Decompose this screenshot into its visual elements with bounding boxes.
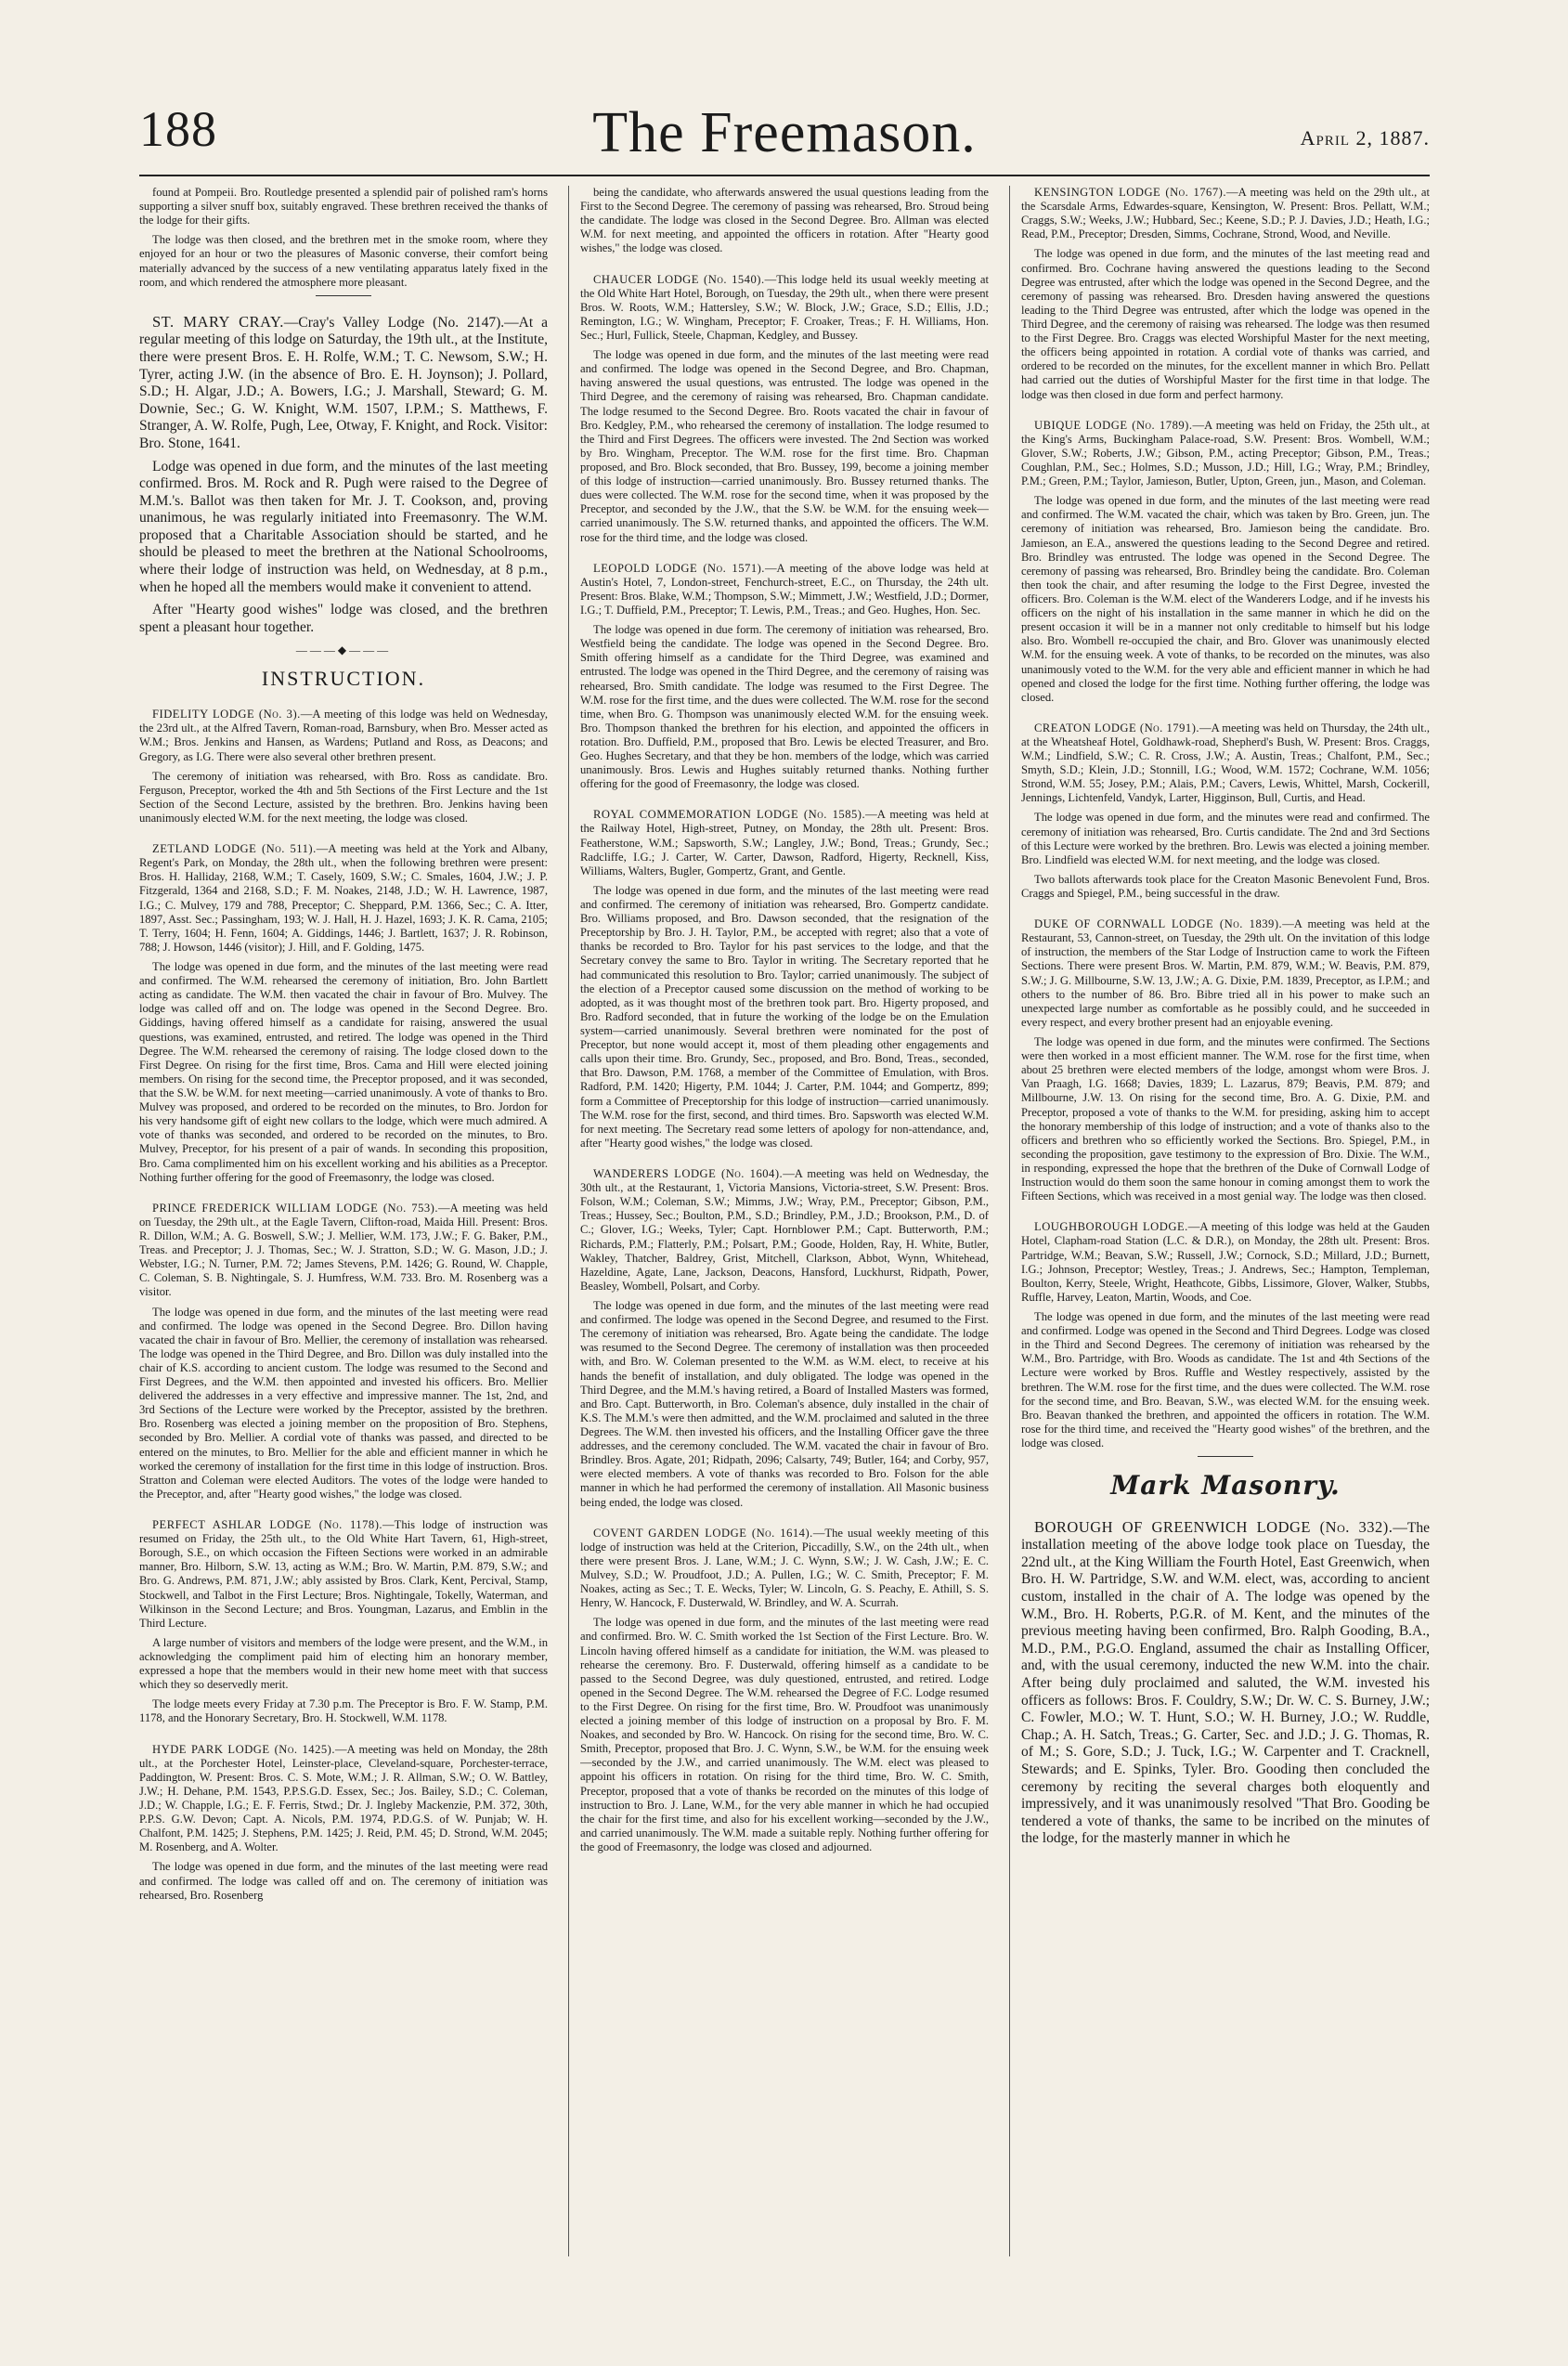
paragraph: The lodge was then closed, and the brethren met in the smoke room, where they enjoyed for an hour or two the pleasures of Masonic converse, their comfort being materially advanced by the success of a new ventilating apparatus lately fixed in the room, and which rendered the atmosphere more pleasant.	[139, 233, 548, 289]
issue-date: April 2, 1887.	[1300, 126, 1430, 150]
article-heading: HYDE PARK LODGE (No. 1425).	[152, 1742, 336, 1756]
article-heading: LEOPOLD LODGE (No. 1571).	[593, 561, 765, 575]
paragraph: The lodge was opened in due form, and the minutes of the last meeting were read and confirmed. Lodge was opened in the Second and Third Degrees. Lodge was closed in the Third and Second Degrees. The ceremony of initiation was rehearsed by the W.M., Bro. Partridge, with Bro. Woods as candidate. The 1st and 4th Sections of the Lecture were worked by Bros. Ruffle and Westley respectively, assisted by the brethren. The W.M. rose for the first time, and the dues were collected. The W.M. rose for the second time, and Bro. Beavan, S.W., was elected W.M. for the ensuing week. Bro. Beavan thanked the brethren, and appointed the officers in rotation. The W.M. rose for the third time, and received the "Hearty good wishes" of the brethren, and the lodge was closed.	[1021, 1309, 1430, 1450]
ornament-divider: ———◆———	[295, 644, 392, 657]
masthead	[139, 100, 1430, 165]
paragraph: A large number of visitors and members of the lodge were present, and the W.M., in acknowledging the compliment paid him of electing him an honorary member, expressed a hope that the members would in their new home meet with that success which they so deservedly merit.	[139, 1635, 548, 1692]
paragraph: The lodge was opened in due form, and the minutes were read and confirmed. The ceremony of initiation was rehearsed, Bro. Curtis candidate. The 2nd and 3rd Sections of this Lecture were worked by the brethren. Bro. Lewis was elected a joining member. Bro. Lindfield was elected W.M. for next meeting, and the lodge was closed.	[1021, 811, 1430, 866]
paragraph: The lodge was opened in due form, and the minutes of the last meeting were read and confirmed. The ceremony of initiation was rehearsed, Bro. Gompertz candidate. Bro. Williams proposed, and Bro. Dawson seconded, that the resignation of the Preceptorship by Bro. J. H. Taylor, P.M., be accepted with regret; also that a vote of thanks be recorded to Bro. Taylor for his past services to the lodge, and that the Secretary convey the same to Bro. Taylor in writing. The Secretary reported that he had communicated this resolution to Bro. Taylor; carried unanimously. The subject of the election of a Preceptor caused some discussion on the method of working to be adopted, as it was thought most of the brethren took part. Bro. Higerty proposed, and Bro. Radford seconded, that in future the working of the lodge be on the Emulation system—carried unanimously. Several brethren were nominated for the post of Preceptor, but none would accept it, most of them pleading other engagements and calls upon their time. Bro. Grundy, Sec., proposed, and Bro. Bond, Treas., seconded, that Bro. Dawson, P.M. 1768, a member of the Committee of Emulation, with Bros. Radford, P.M. 1420; Higerty, P.M. 1044; J. Carter, P.M. 1044; and Gompertz, 899; form a Committee of Preceptorship for this lodge of instruction—carried unanimously. The W.M. rose for the first, second, and third times. Bro. Sapsworth was elected W.M. for next meeting. The Secretary read some letters of apology for non-attendance, and, after "Hearty good wishes," the lodge was closed.	[580, 883, 989, 1150]
article-prince-frederick-william-lodge	[139, 1202, 548, 1300]
paragraph: being the candidate, who afterwards answered the usual questions leading from the First to the Second Degree. The ceremony of passing was rehearsed, Bro. Stroud being the candidate. The lodge was closed in the Second Degree. Bro. Allman was elected W.M. for next meeting, and appointed the officers in rotation. After "Hearty good wishes," the lodge was closed.	[580, 186, 989, 255]
article-heading: ZETLAND LODGE (No. 511).	[152, 842, 317, 856]
article-text: —A meeting was held at the Restaurant, 53, Cannon-street, on Tuesday, the 29th ult. On the invitation of this lodge of instruction, the members of the Star Lodge of Instruction came to work the Fifteen Sections. There were present Bros. W. Martin, P.M. 879, W.M.; W. Beavis, P.M. 879, S.W.; J. G. Millbourne, S.W. 13, J.W.; A. G. Dixie, P.M. 1839, Preceptor, as I.P.M.; and others to the number of 86. Bro. Bibre tried all in his power to make such an unexpected large number as comfortable as he possibly could, and he succeeded in every respect, and every brother present had an enjoyable evening.	[1021, 917, 1430, 1029]
paragraph: found at Pompeii. Bro. Routledge presented a splendid pair of polished ram's horns supporting a silver snuff box, suitably engraved. These brethren received the thanks of the lodge for their gifts.	[139, 186, 548, 228]
article-borough-of-greenwich-lodge	[1021, 1518, 1430, 1848]
article-text: —This lodge held its usual weekly meeting at the Old White Hart Hotel, Borough, on Tuesday, the 29th ult., when there were present Bros. W. Roots, W.M.; Hattersley, S.W.; W. Block, J.W.; Grace, S.D.; Ellis, J.D.; Remington, I.G.; W. Wingham, Preceptor; F. Croaker, Treas.; F. H. Williams, Hon. Sec.; Hurl, Fullick, Steele, Chapman, Kedgley, and Bussey.	[580, 272, 989, 342]
paragraph: The ceremony of initiation was rehearsed, with Bro. Ross as candidate. Bro. Ferguson, Preceptor, worked the 4th and 5th Sections of the First Lecture and the 1st Section of the Second Lecture, assisted by the brethren. Bro. Jenkins having been unanimously elected W.M. for the next meeting, the lodge was closed.	[139, 769, 548, 825]
section-title-mark-masonry: Mark Masonry.	[1110, 1470, 1341, 1502]
article-creaton-lodge	[1021, 722, 1430, 806]
article-heading: CREATON LODGE (No. 1791).	[1034, 721, 1200, 734]
article-ubique-lodge	[1021, 419, 1430, 489]
article-heading: UBIQUE LODGE (No. 1789).	[1034, 418, 1193, 432]
article-hyde-park-lodge	[139, 1743, 548, 1855]
paragraph: The lodge was opened in due form, and the minutes of the last meeting were read and confirmed. Bro. W. C. Smith worked the 1st Section of the First Lecture. Bro. W. Lincoln having offered himself as a candidate for initiation, the W.M. was pleased to rehearse the ceremony. Bro. F. Dusterwald, offering himself as a candidate to be passed to the Second Degree, was duly questioned, entrusted, and retired. Lodge opened in the Second Degree. The W.M. rehearsed the Degree of F.C. Lodge resumed to the First Degree. On rising for the first time, Bro. W. Proudfoot was unanimously elected a joining member of this lodge of instruction on a proposal by Bro. F. M. Noakes, and seconded by Bro. W. Hancock. On rising for the second time, Bro. W. C. Smith, Preceptor, proposed that Bro. J. C. Wynn, S.W., be W.M. for the ensuing week—seconded by the J.W., and carried unanimously. The W.M. elect was pleased to appoint his officers in rotation. On rising for the third time, Bro. W. C. Smith, Preceptor, proposed that a vote of thanks be recorded on the minutes of this lodge of instruction to Bro. J. Lane, W.M., for the very able manner in which he had occupied the chair for the first time, and also for his excellent working—seconded by the J.W., and carried unanimously. The W.M. made a suitable reply. Nothing further offering for the good of Freemasonry, the lodge was closed and adjourned.	[580, 1616, 989, 1854]
article-royal-commemoration-lodge	[580, 808, 989, 878]
column-1	[139, 186, 548, 2266]
article-text: —A meeting of the above lodge was held at Austin's Hotel, 7, London-street, Fenchurch-street, E.C., on Thursday, the 24th ult. Present: Bros. Blake, W.M.; Thompson, S.W.; Mimmett, J.W.; Westfield, J.D.; Dormer, I.G.; T. Duffield, P.M., Preceptor; T. Lewis, P.M., Treas.; and Geo. Hughes, Hon. Sec.	[580, 561, 989, 617]
article-heading: FIDELITY LODGE (No. 3).	[152, 708, 301, 722]
article-chaucer-lodge	[580, 273, 989, 344]
article-heading: ROYAL COMMEMORATION LODGE (No. 1585).	[593, 808, 866, 822]
column-2	[580, 186, 989, 2266]
article-heading: BOROUGH OF GREENWICH LODGE (No. 332).	[1034, 1517, 1393, 1536]
article-text: —This lodge of instruction was resumed on Friday, the 25th ult., to the Old White Hart Tavern, 61, High-street, Borough, S.E., on which occasion the Fifteen Sections were worked in an admirable manner, Bro. Hilborn, S.W. 13, acting as W.M.; Bro. W. Martin, P.M. 879, S.W.; and Bro. G. Andrews, P.M. 871, J.W.; ably assisted by Bros. Clark, Kent, Percival, Stamp, Stockwell, and Talbot in the First Lecture; Bros. Nightingale, Tokelly, Waterman, and Wilkinson in the Second Lecture; and Bros. Youngman, Lazarus, and Emblin in the Third Lecture.	[139, 1518, 548, 1630]
article-heading: CHAUCER LODGE (No. 1540).	[593, 272, 765, 286]
article-text: —The installation meeting of the above lodge took place on Tuesday, the 22nd ult., at the King William the Fourth Hotel, East Greenwich, when Bro. H. W. Partridge, S.W. and W.M. elect, was, according to ancient custom, installed in the chair of A. The lodge was opened by the W.M., Bro. H. Roberts, P.G.R. of M. Kent, and the minutes of the previous meeting having been confirmed, Bro. Ralph Gooding, B.A., M.D., P.M., P.G.O. England, assumed the chair as Installing Officer, and, with the usual ceremony, inducted the new W.M. into the chair. After being duly proclaimed and saluted, the W.M. invested his officers as follows: Bros. F. Couldry, S.W.; Dr. W. C. S. Burney, J.W.; C. Fowler, M.O.; W. T. Hunt, S.O.; W. H. Burney, J.O.; W. Ruddle, Chap.; A. H. Satch, Treas.; G. Carter, Sec. and J.D.; J. G. Thomas, R. of M.; S. Gore, S.D.; J. Tuck, I.G.; W. Carpenter and T. Cracknell, Stewards; and E. Spinks, Tyler. Bro. Gooding then concluded the ceremony by reciting the several charges both eloquently and impressively, and it was unanimously resolved "That Bro. Gooding be tendered a vote of thanks, the same to be incribed on the minutes of the lodge, for the masterly manner in which he	[1021, 1519, 1430, 1847]
article-st-mary-cray	[139, 313, 548, 453]
divider	[1198, 1456, 1253, 1457]
article-text: —A meeting was held on Tuesday, the 29th ult., at the Eagle Tavern, Clifton-road, Maida Hill. Present: Bros. R. Dillon, W.M.; A. G. Boswell, S.W.; J. Mellier, W.M. 173, J.W.; F. G. Baker, P.M., Treas. and Preceptor; J. J. Thomas, Sec.; W. J. Stratton, S.D.; W. G. Mason, J.D.; J. Webster, I.G.; N. Turner, P.M. 72; James Stevens, P.M. 1426; G. Round, W. Chapple, C. Coleman, S. B. Nightingale, S. J. Humfress, W.M. 733. Bro. M. Rosenberg was a visitor.	[139, 1201, 548, 1299]
article-text: —A meeting was held on Wednesday, the 30th ult., at the Restaurant, 1, Victoria Mansions, Victoria-street, S.W. Present: Bros. Folson, W.M.; Coleman, S.W.; Mimms, J.W.; Wray, P.M., Preceptor; Gibson, P.M., Treas.; Hussey, Sec.; Boulton, P.M., S.D.; Brindley, P.M., J.D.; Brookson, P.M., D. of C.; Glover, I.G.; Weeks, Tyler; Capt. Hornblower P.M.; Capt. Butterworth, P.M.; Richards, P.M.; Flatterly, P.M.; Polsart, P.M.; Goode, Holden, Ray, H. White, Butler, Wakley, Thatcher, Baldrey, Grist, Mitchell, Clarkson, Abbot, Wynn, Whitehead, Hazeldine, Agate, Lane, Jackson, Deacons, Hansford, Luckhurst, Ridpath, Power, Beasley, Wombell, Polsart, and Corby.	[580, 1167, 989, 1293]
article-heading: COVENT GARDEN LODGE (No. 1614).	[593, 1526, 813, 1540]
article-heading: ST. MARY CRAY.	[152, 312, 284, 331]
column-divider	[568, 186, 569, 2256]
article-heading: PERFECT ASHLAR LODGE (No. 1178).	[152, 1518, 383, 1532]
divider	[316, 295, 371, 296]
article-heading: DUKE OF CORNWALL LODGE (No. 1839).	[1034, 917, 1283, 931]
article-text: —A meeting was held at the Railway Hotel, High-street, Putney, on Monday, the 28th ult. Present: Bros. Featherstone, W.M.; Sapsworth, S.W.; Langley, J.W.; Bond, Treas.; Grundy, Sec.; Radcliffe, I.G.; J. Carter, W. Carter, Dawson, Radford, Higerty, Recknell, Kiss, Williams, Walters, Bugler, Gompertz, Grant, and Gentle.	[580, 808, 989, 878]
section-title-instruction: INSTRUCTION.	[261, 666, 426, 690]
paragraph: The lodge was opened in due form, and the minutes of the last meeting were read and confirmed. The lodge was opened in the Second Degree, and resumed to the First. The ceremony of initiation was rehearsed, Bro. Agate being the candidate. The lodge was resumed to the Second Degree. The ceremony of installation was then proceeded with, and Bro. W. Coleman presented to the W.M. as W.M. elect, to receive at his hands the benefit of installation, and duly obligated. The lodge was opened in the Third Degree, and the M.M.'s having retired, a Board of Installed Masters was formed, and Bro. Capt. Butterworth, in Bro. Coleman's absence, duly installed in the chair of K.S. The M.M.'s were then admitted, and the W.M. proclaimed and saluted in the three Degrees. The W.M. then invested his officers, and the Installing Officer gave the three addresses, and the ceremony concluded. The W.M. vacated the chair in favour of Bro. Brindley. Bros. Agate, 201; Ridpath, 2096; Calsarty, 749; Butler, 164; and Corby, 957, were elected members. A vote of thanks was recorded to Bro. Folson for the able manner in which he had performed the ceremony of installation. All Masonic business being ended, the lodge was closed.	[580, 1298, 989, 1509]
paragraph: The lodge was opened in due form, and the minutes of the last meeting were read and confirmed. The W.M. rehearsed the ceremony of initiation, Bro. John Bartlett acting as candidate. The W.M. then vacated the chair in favour of Bro. Mulvey. The lodge was called off and on. The lodge was opened in the Second Degree. Bro. Giddings, having offered himself as a candidate for raising, answered the usual questions, was examined, entrusted, and retired. The lodge was opened in the Third Degree. The W.M. rehearsed the ceremony of raising. The lodge closed down to the First Degree. On rising for the first time, Bros. Cama and Hill were elected joining members. On rising for the second time, the Preceptor proposed, and it was seconded, that the S.W. be W.M. for next meeting—carried unanimously. A vote of thanks to Bro. Mulvey was proposed, and ordered to be recorded on the minutes, to Bro. Jordon for his very handsome gift of eight new collars to the lodge, which were much admired. A vote of thanks was seconded, and ordered to be recorded on the minutes, to Bro. Mulvey, Preceptor, for his present of a pair of wands. In seconding this proposition, Bro. Cama complimented him on his excellent working and his abilities as a Preceptor. Nothing further offering for the good of Freemasonry, the lodge was closed.	[139, 959, 548, 1184]
article-text: —A meeting of this lodge was held at the Gauden Hotel, Clapham-road Station (L.C. & D.R.), on Monday, the 28th ult. Present: Bros. Partridge, W.M.; Beavan, S.W.; Russell, J.W.; Cornock, S.D.; Millard, J.D.; Burnett, I.G.; Johnson, Preceptor; Westley, Treas.; J. Andrews, Sec.; Hampton, Templeman, Boulton, Kerry, Steele, Wright, Heathcote, Gibbs, Lissimore, Glover, Walker, Stubbs, Ruffle, Harvey, Leaton, Martin, Woods, and Coe.	[1021, 1220, 1430, 1304]
header-rule	[139, 175, 1430, 176]
column-3	[1021, 186, 1430, 2266]
article-covent-garden-lodge	[580, 1527, 989, 1611]
article-text: —A meeting was held on Monday, the 28th ult., at the Porchester Hotel, Leinster-place, Cleveland-square, Porchester-terrace, Paddington, W. Present: Bros. C. S. Mote, W.M.; J. R. Allman, S.W.; O. W. Battley, J.W.; H. Dehane, P.M. 1543, P.P.S.G.D. Essex, Sec.; Jos. Bailey, S.D.; C. Coleman, J.D.; W. Chapple, I.G.; E. F. Ferris, Stwd.; Dr. J. Ingleby Mackenzie, P.M. 372, 30th, P.P.S. G.W. Devon; Capt. A. Nicols, P.M. 1974, P.D.G.S. of W. Punjab; W. H. Chalfont, P.M. 1425; J. Stephens, P.M. 1425; J. Reid, P.M. 45; D. Strond, W.M. 2045; M. Rosenberg, and A. Wolter.	[139, 1742, 548, 1854]
paragraph: The lodge was opened in due form, and the minutes of the last meeting were read and confirmed. The lodge was called off and on. The ceremony of initiation was rehearsed, Bro. Rosenberg	[139, 1860, 548, 1902]
column-divider	[1009, 186, 1010, 2256]
page-number: 188	[139, 101, 217, 157]
paragraph: The lodge was opened in due form, and the minutes were confirmed. The Sections were then worked in a most efficient manner. The W.M. rose for the first time, when about 25 brethren were elected members of the lodge, amongst whom were Bros. J. Van Praagh, I.G. 1668; Davies, 1839; L. Lazarus, 879; Beavis, P.M. 879; and Millbourne, J.W. 13. On rising for the second time, Bro. A. G. Dixie, P.M. and Preceptor, proposed a vote of thanks to the W.M. for presiding, asking him to accept the honorary membership of this lodge of instruction; and a vote of thanks also to the officers and brethren who so efficiently worked the Sections. Bro. Spiegel, P.M., in seconding the proposition, gave testimony to the expression of Bro. Dixie. The W.M., in responding, expressed the hope that the brethren of the Duke of Cornwall Lodge of Instruction would do them soon the same honour in coming amongst them to work the Fifteen Sections, which was received in a most genial way. The lodge was then closed.	[1021, 1035, 1430, 1203]
article-leopold-lodge	[580, 562, 989, 618]
paragraph: The lodge meets every Friday at 7.30 p.m. The Preceptor is Bro. F. W. Stamp, P.M. 1178, and the Honorary Secretary, Bro. H. Stockwell, W.M. 1178.	[139, 1697, 548, 1725]
paragraph: After "Hearty good wishes" lodge was closed, and the brethren spent a pleasant hour together.	[139, 602, 548, 635]
article-duke-of-cornwall-lodge	[1021, 917, 1430, 1030]
article-wanderers-lodge	[580, 1167, 989, 1294]
article-heading: LOUGHBOROUGH LODGE.	[1034, 1220, 1188, 1234]
article-heading: KENSINGTON LODGE (No. 1767).	[1034, 186, 1226, 199]
article-loughborough-lodge	[1021, 1220, 1430, 1305]
article-text: —A meeting of this lodge was held on Wednesday, the 23rd ult., at the Alfred Tavern, Roman-road, Barnsbury, when Bro. Messer acted as W.M.; Bros. Jenkins and Hansen, as Wardens; Putland and Ross, as Deacons; and Gregory, as I.G. There were also several other brethren present.	[139, 708, 548, 763]
newspaper-title: The Freemason.	[592, 101, 977, 164]
article-perfect-ashlar-lodge	[139, 1518, 548, 1631]
paragraph: The lodge was opened in due form, and the minutes of the last meeting read and confirmed. Bro. Cochrane having answered the questions leading to the Second Degree was entrusted, after which the lodge was opened in the Second Degree, and the ceremony of passing was rehearsed. Bro. Dresden having answered the questions leading to the Third Degree was entrusted, after which the lodge was opened in the Third Degree, and the ceremony of raising was rehearsed. The lodge was then resumed to the First Degree. Bro. Craggs was elected Worshipful Master for the next meeting, the officers being appointed in rotation. A cordial vote of thanks was carried, and ordered to be recorded on the minutes, for the excellent manner in which Bro. Pellatt had carried out the duties of Worshipful Master for the first time in that lodge. The lodge was then closed in due form and perfect harmony.	[1021, 247, 1430, 401]
article-text: —Cray's Valley Lodge (No. 2147).—At a regular meeting of this lodge on Saturday, the 19th ult., at the Institute, there were present Bros. E. H. Rolfe, W.M.; T. C. Newsom, S.W.; H. Tyrer, acting J.W. (in the absence of Bro. E. H. Joynson); J. Pollard, S.D.; H. Algar, J.D.; A. Bowers, I.G.; J. Marshall, Steward; G. M. Downie, Sec.; G. W. Knight, W.M. 1507, I.P.M.; S. Matthews, F. Stranger, A. W. Rolfe, Pugh, Lee, Otway, F. Knight, and Rock. Visitor: Bro. Stone, 1641.	[139, 314, 548, 451]
paragraph: The lodge was opened in due form, and the minutes of the last meeting were read and confirmed. The lodge was opened in the Second Degree, and Bro. Chapman, having answered the usual questions, was entrusted. The lodge was opened in the Third Degree, and the ceremony of raising was rehearsed, Bro. Chapman candidate. The lodge resumed to the Second Degree. Bro. Roots vacated the chair in favour of Bro. Kedgley, P.M., who rehearsed the ceremony of installation. The lodge resumed to the Third and First Degrees. The officers were invested. The 2nd Section was worked by Bro. Wingham, Preceptor. The W.M. rose for the first time. Bro. Chapman proposed, and Bro. Block seconded, that Bro. Bussey, 199, become a joining member of this lodge of instruction—carried unanimously. Bro. Bussey returned thanks. The dues were collected. The W.M. rose for the second time, when it was proposed by the Preceptor, and seconded by the J.W., that the S.W. be W.M. for the ensuing week—carried unanimously. The S.W. returned thanks, and appointed the officers. The W.M. rose for the third time, and the lodge was closed.	[580, 348, 989, 544]
article-heading: PRINCE FREDERICK WILLIAM LODGE (No. 753).	[152, 1201, 439, 1215]
paragraph: Two ballots afterwards took place for the Creaton Masonic Benevolent Fund, Bros. Craggs and Spiegel, P.M., being successful in the draw.	[1021, 872, 1430, 901]
paragraph: The lodge was opened in due form, and the minutes of the last meeting were read and confirmed. The lodge was opened in the Second Degree. Bro. Dillon having vacated the chair in favour of Bro. Mellier, the ceremony of installation was rehearsed. The lodge was opened in the Third Degree, and Bro. Dillon was duly installed into the chair of K.S. according to ancient custom. The lodge was resumed to the Second and First Degrees, and the W.M. then appointed and invested his officers. Bro. Mellier delivered the addresses in a very effective and impressive manner. The 1st, 2nd, and 3rd Sections of the Lecture were worked by the Preceptor, assisted by the brethren. Bro. Rosenberg was elected a joining member on the proposition of Bro. Stephens, seconded by Bro. Mellier. A cordial vote of thanks was passed, and directed to be entered on the minutes, to Bro. Mellier for the able and efficient manner in which he worked the ceremony of installation for the first time in this lodge of instruction. Bros. Stratton and Coleman were elected Auditors. The votes of the lodge were handed to the Preceptor, and, after "Hearty good wishes," the lodge was closed.	[139, 1305, 548, 1501]
article-text: —A meeting was held on Friday, the 25th ult., at the King's Arms, Buckingham Palace-road, S.W. Present: Bros. Wombell, W.M.; Glover, S.W.; Roberts, J.W.; Gibson, P.M., acting Preceptor; Gibson, P.M., Treas.; Coughlan, P.M., Sec.; Holmes, S.D.; Musson, J.D.; Hill, I.G.; Wray, P.M.; Brindley, P.M.; Green, P.M.; Taylor, Jamieson, Butler, Upton, Green, jun., Mason, and Coleman.	[1021, 418, 1430, 488]
paragraph: Lodge was opened in due form, and the minutes of the last meeting confirmed. Bros. M. Rock and R. Pugh were raised to the Degree of M.M.'s. Ballot was then taken for Mr. J. T. Cookson, and, proving unanimous, he was regularly initiated into Freemasonry. The W.M. proposed that a Charitable Association should be started, and he should be pleased to meet the brethren at the National Schoolrooms, where their lodge of instruction was held, on Wednesday, at 8 p.m., when he hoped all the members would make it convenient to attend.	[139, 458, 548, 595]
paragraph: The lodge was opened in due form, and the minutes of the last meeting were read and confirmed. The W.M. vacated the chair, which was taken by Bro. Green, jun. The ceremony of initiation was rehearsed, Bro. Jamieson being the candidate. Bro. Jamieson, an E.A., answered the questions leading to the Second Degree and retired. Bro. Brindley was entrusted. The lodge was opened in the Second Degree. The ceremony of passing was rehearsed, Bro. Brindley being the candidate. Bro. Coleman then took the chair, and after resuming the lodge to the First Degree, invested the officers. Bro. Coleman is the W.M. elect of the Wanderers Lodge, and if he invests his officers on the night of his installation in the same manner in which he did on the present occasion it will be in a manner not only creditable to himself but his lodge also. Bro. Wombell re-occupied the chair, and Bro. Glover was unanimously elected W.M. for the ensuing week. A vote of thanks, to be recorded on the minutes, was also unanimously voted to the W.M. for the very able and efficient manner in which he had opened and closed the lodge for the first time. Nothing further offering, the lodge was closed.	[1021, 494, 1430, 704]
article-text: —A meeting was held on Thursday, the 24th ult., at the Wheatsheaf Hotel, Goldhawk-road, Shepherd's Bush, W. Present: Bros. Craggs, W.M.; Lindfield, S.W.; C. R. Cross, J.W.; A. Austin, Treas.; Chalfont, P.M., Sec.; Smyth, S.D.; Klein, J.D.; Stonnill, I.G.; Wood, W.M. 1572; Cochrane, W.M. 1056; Strond, W.M. 55; Josey, P.M.; Alais, P.M.; Cavers, Lewis, Whittel, Marsh, Cockerill, Jennings, Lichtenfeld, Vandyk, Larter, Higginson, Bull, Curtis, and Head.	[1021, 721, 1430, 805]
paragraph: The lodge was opened in due form. The ceremony of initiation was rehearsed, Bro. Westfield being the candidate. The lodge was opened in the Second Degree. Bro. Smith offering himself as a candidate for the Third Degree, was examined and entrusted. The lodge was opened in the Third Degree, and the ceremony of raising was rehearsed, Bro. Smith candidate. The lodge was resumed to the First Degree. The W.M. rose for the first time, and the dues were collected. The W.M. rose for the second time, when Bro. G. Thompson was unanimously elected W.M. for the ensuing week. Bro. Thompson thanked the brethren for his election, and appointed the officers in rotation. Bro. Duffield, P.M., proposed that Bro. Lewis be elected Treasurer, and Bro. Geo. Hughes Secretary, and that they be hon. members of the lodge, which was carried unanimously. Bros. Lewis and Hughes suitably returned thanks. Nothing further offering for the good of Freemasonry, the lodge was closed.	[580, 623, 989, 791]
article-zetland-lodge	[139, 842, 548, 955]
article-kensington-lodge	[1021, 186, 1430, 241]
article-heading: WANDERERS LODGE (No. 1604).	[593, 1167, 784, 1180]
article-text: —The usual weekly meeting of this lodge of instruction was held at the Criterion, Piccadilly, S.W., on the 24th ult., when there were present Bros. J. Lane, W.M.; J. C. Wynn, S.W.; J. W. Cash, J.W.; E. C. Mulvey, S.D.; W. Proudfoot, J.D.; A. Pullen, I.G.; W. C. Smith, Preceptor; F. M. Noakes, acting as Sec.; T. E. Wecks, Tyler; W. Lincoln, G. S. Peachy, E. Athill, S. S. Henry, W. Hancock, F. Dusterwald, W. Brindley, and W. A. Scurrah.	[580, 1526, 989, 1610]
article-fidelity-lodge	[139, 708, 548, 763]
article-text: —A meeting was held at the York and Albany, Regent's Park, on Monday, the 28th ult., when the following brethren were present: Bros. H. Halliday, 2168, W.M.; T. Casely, 1609, S.W.; C. Smales, 1604, J.W.; J. P. Fitzgerald, 1364 and 2168, S.D.; F. M. Noakes, 2148, J.D.; W. H. Lawrence, 1987, I.G.; C. Mulvey, 179 and 788, Preceptor; C. Sheppard, P.M. 1366, Sec.; C. A. Itter, 1897, Asst. Sec.; Passingham, 193; W. J. Hall, H. J. Hazel, 1693; J. K. R. Cama, 2105; T. Terry, 1604; H. Fenn, 1604; A. Giddings, 1446; J. Bartlett, 1637; J. R. Robinson, 788; J. Howson, 1446 (visitor); J. Hill, and F. Golding, 1475.	[139, 842, 548, 954]
article-text: —A meeting was held on the 29th ult., at the Scarsdale Arms, Edwardes-square, Kensington, W. Present: Bros. Pellatt, W.M.; Craggs, S.W.; Weeks, J.W.; Hubbard, Sec.; Keene, S.D.; P. J. Davies, J.D.; Heath, I.G.; Read, P.M., Preceptor; Dresden, Simms, Cochrane, Strond, Wood, and Neville.	[1021, 186, 1430, 241]
